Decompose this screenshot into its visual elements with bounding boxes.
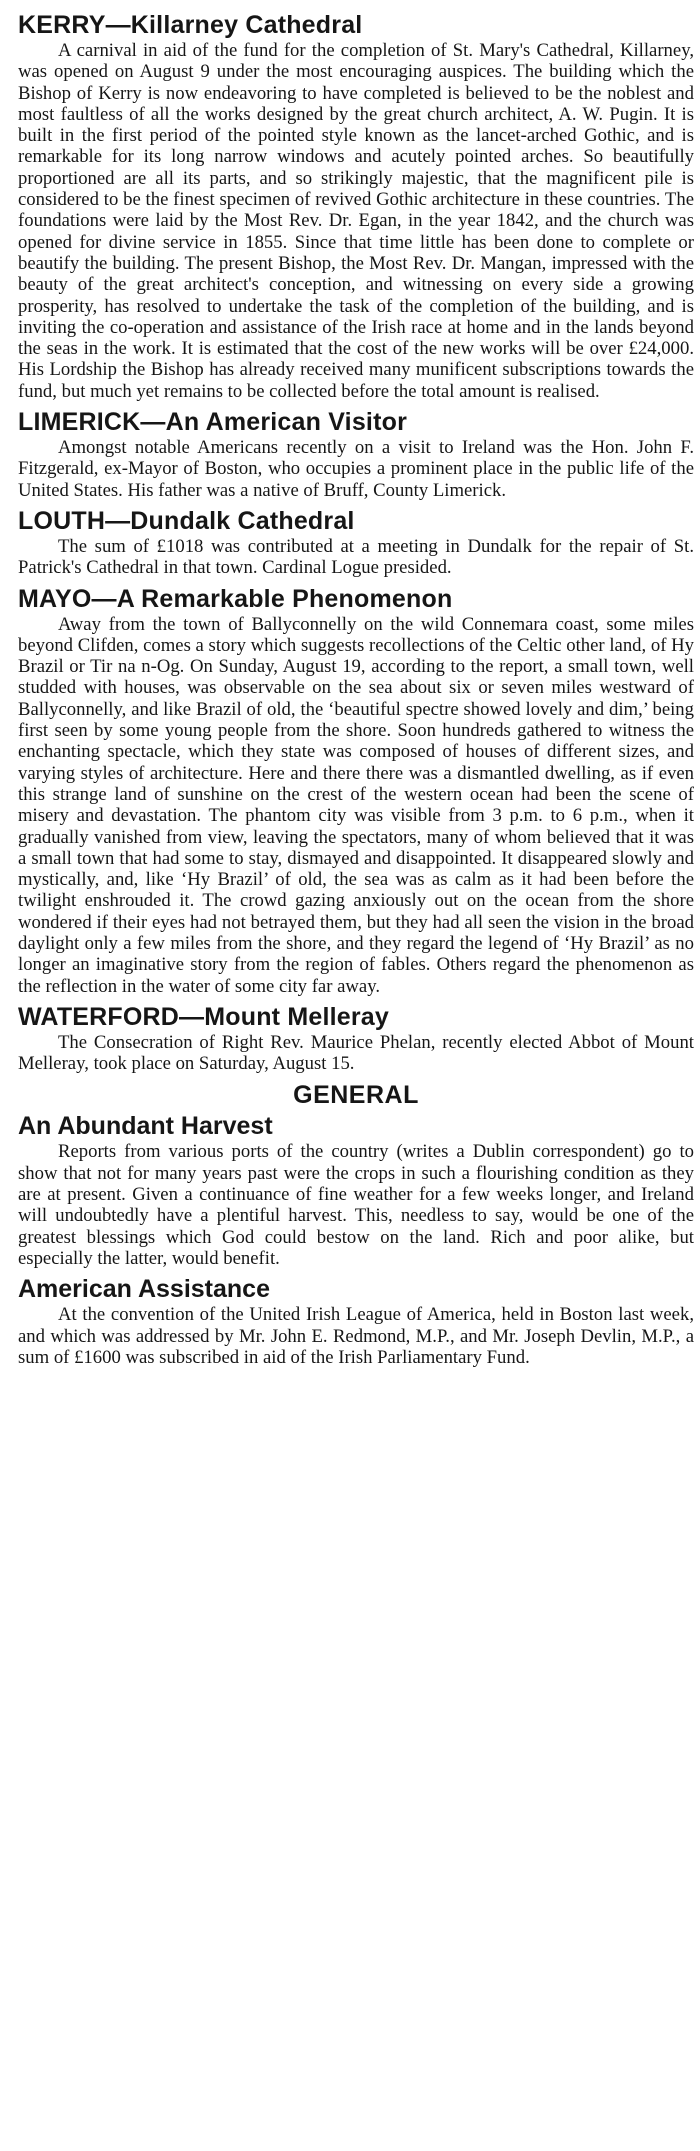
- article-waterford: [18, 1002, 694, 1075]
- article-heading: WATERFORD—Mount Melleray: [18, 1002, 390, 1031]
- news-page: [18, 10, 694, 1373]
- article-body: A carnival in aid of the fund for the completion of St. Mary's Cathedral, Killarney, was opened on August 9 under the most encouraging auspices. The building which the Bishop of Kerry is now endeavoring to have completed is believed to be the noblest and most faultless of all the works designed by the great church architect, A. W. Pugin. It is built in the first period of the pointed style known as the lancet-arched Gothic, and is remarkable for its long narrow windows and acutely pointed arches. So beautifully proportioned are all its parts, and so strikingly majestic, that the magnificent pile is considered to be the finest specimen of revived Gothic architecture in these countries. The foundations were laid by the Most Rev. Dr. Egan, in the year 1842, and the church was opened for divine service in 1855. Since that time little has been done to complete or beautify the building. The present Bishop, the Most Rev. Dr. Mangan, impressed with the beauty of the great architect's conception, and witnessing on every side a growing prosperity, has resolved to undertake the task of the completion of the building, and is inviting the co-operation and assistance of the Irish race at home and in the lands beyond the seas in the work. It is estimated that the cost of the new works will be over £24,000. His Lordship the Bishop has already received many munificent subscriptions towards the fund, but much yet remains to be collected before the total amount is realised.: [18, 40, 694, 402]
- article-body: The Consecration of Right Rev. Maurice Phelan, recently elected Abbot of Mount Melleray, took place on Saturday, August 15.: [18, 1031, 694, 1075]
- article-louth: [18, 506, 694, 579]
- general-heading: GENERAL: [293, 1081, 419, 1110]
- article-mayo: [18, 584, 694, 997]
- article-body: The sum of £1018 was contributed at a meeting in Dundalk for the repair of St. Patrick's Cathedral in that town. Cardinal Logue presided.: [18, 535, 694, 579]
- article-heading: LIMERICK—An American Visitor: [18, 408, 407, 437]
- general-section: [18, 1079, 694, 1368]
- article-kerry: [18, 10, 694, 402]
- article-body: Away from the town of Ballyconnelly on the wild Connemara coast, some miles beyond Clifden, comes a story which suggests recollections of the Celtic other land, of Hy Brazil or Tir na n-Og. On Sunday, August 19, according to the report, a small town, well studded with houses, was observable on the sea about six or seven miles westward of Ballyconnelly, and like Brazil of old, the ‘beautiful spectre showed lovely and dim,’ being first seen by some young people from the shore. Soon hundreds gathered to witness the enchanting spectacle, which they state was composed of houses of different sizes, and varying styles of architecture. Here and there there was a dismantled dwelling, as if even this strange land of sunshine on the crest of the western ocean had been the scene of misery and devastation. The phantom city was visible from 3 p.m. to 6 p.m., when it gradually vanished from view, leaving the spectators, many of whom believed that it was a small town that had some to stay, dismayed and disappointed. It disappeared slowly and mystically, and, like ‘Hy Brazil’ of old, the sea was as calm as it had been before the twilight enshrouded it. The crowd gazing anxiously out on the ocean from the shore wondered if their eyes had not betrayed them, but they had all seen the vision in the broad daylight only a few miles from the shore, and they regard the legend of ‘Hy Brazil’ as no longer an imaginative story from the region of fables. Others regard the phenomenon as the reflection in the water of some city far away.: [18, 613, 694, 997]
- general-item-heading: American Assistance: [18, 1275, 270, 1304]
- general-item-heading: An Abundant Harvest: [18, 1112, 273, 1141]
- general-item-assistance: [18, 1274, 694, 1368]
- article-heading: MAYO—A Remarkable Phenomenon: [18, 584, 453, 613]
- article-limerick: [18, 407, 694, 501]
- article-body: Amongst notable Americans recently on a visit to Ireland was the Hon. John F. Fitzgerald, ex-Mayor of Boston, who occupies a prominent place in the public life of the United States. His father was a native of Bruff, County Limerick.: [18, 437, 694, 501]
- general-item-harvest: [18, 1111, 694, 1269]
- article-heading: KERRY—Killarney Cathedral: [18, 11, 363, 39]
- general-item-body: Reports from various ports of the country (writes a Dublin correspondent) go to show that not for many years past were the crops in such a flourishing condition as they are at present. Given a continuance of fine weather for a few weeks longer, and Ireland will undoubtedly have a plentiful harvest. This, needless to say, would be one of the greatest blessings which God could bestow on the land. Rich and poor alike, but especially the latter, would benefit.: [18, 1141, 694, 1269]
- article-heading: LOUTH—Dundalk Cathedral: [18, 506, 355, 535]
- general-item-body: At the convention of the United Irish League of America, held in Boston last week, and which was addressed by Mr. John E. Redmond, M.P., and Mr. Joseph Devlin, M.P., a sum of £1600 was subscribed in aid of the Irish Parliamentary Fund.: [18, 1304, 694, 1368]
